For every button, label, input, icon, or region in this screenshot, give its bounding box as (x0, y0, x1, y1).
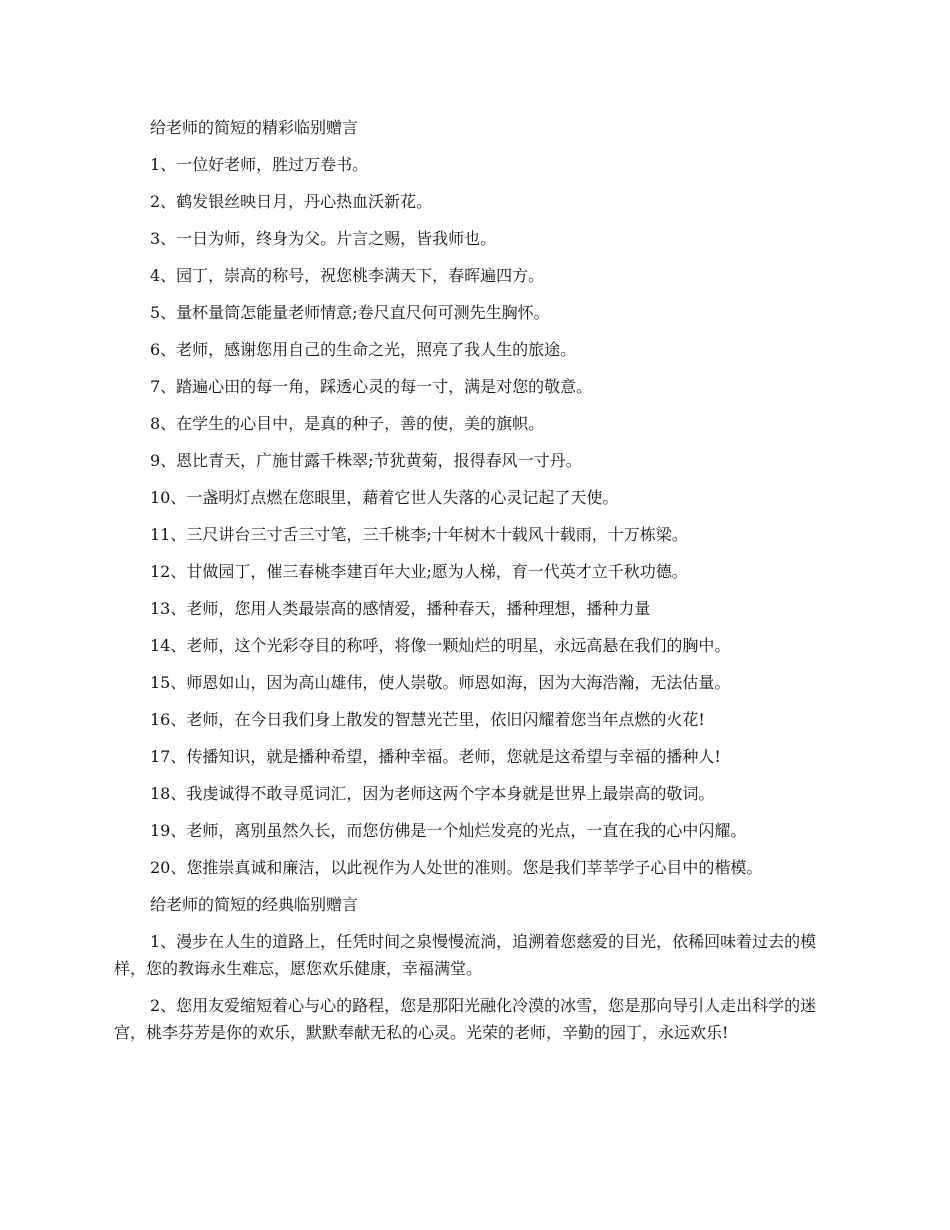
list-item: 14、老师，这个光彩夺目的称呼，将像一颗灿烂的明星，永远高悬在我们的胸中。 (150, 636, 731, 655)
list-item: 16、老师，在今日我们身上散发的智慧光芒里，依旧闪耀着您当年点燃的火花! (150, 710, 705, 729)
list-item: 1、一位好老师，胜过万卷书。 (150, 155, 369, 174)
list-item: 10、一盏明灯点燃在您眼里，藉着它世人失落的心灵记起了天使。 (150, 488, 619, 507)
list-item: 15、师恩如山，因为高山雄伟，使人崇敬。师恩如海，因为大海浩瀚，无法估量。 (150, 673, 731, 692)
list-item: 13、老师，您用人类最崇高的感情爱，播种春天，播种理想，播种力量 (150, 599, 651, 618)
list-item: 1、漫步在人生的道路上，任凭时间之泉慢慢流淌，追溯着您慈爱的目光，依稀回味着过去的模样，您的教诲永生难忘，愿您欢乐健康，幸福满堂。 (114, 932, 817, 978)
list-item: 4、园丁，崇高的称号，祝您桃李满天下，春晖遍四方。 (150, 266, 545, 285)
list-item: 2、您用友爱缩短着心与心的路程，您是那阳光融化冷漠的冰雪，您是那向导引人走出科学的迷宫，桃李芬芳是你的欢乐，默默奉献无私的心灵。光荣的老师，辛勤的园丁，永远欢乐! (114, 996, 817, 1042)
list-item: 5、量杯量筒怎能量老师情意;卷尺直尺何可测先生胸怀。 (150, 303, 550, 322)
list-item: 11、三尺讲台三寸舌三寸笔，三千桃李;十年树木十载风十载雨，十万栋梁。 (150, 525, 688, 544)
list-item: 8、在学生的心目中，是真的种子，善的使，美的旗帜。 (150, 414, 545, 433)
list-item: 12、甘做园丁，催三春桃李建百年大业;愿为人梯，育一代英才立千秋功德。 (150, 562, 688, 581)
section-heading-1: 给老师的简短的精彩临别赠言 (150, 118, 359, 137)
section-heading-2: 给老师的简短的经典临别赠言 (150, 895, 359, 914)
list-item: 2、鹤发银丝映日月，丹心热血沃新花。 (150, 192, 433, 211)
list-item: 18、我虔诚得不敢寻觅词汇，因为老师这两个字本身就是世界上最崇高的敬词。 (150, 784, 715, 803)
list-item: 20、您推崇真诚和廉洁，以此视作为人处世的准则。您是我们莘莘学子心目中的楷模。 (150, 858, 763, 877)
list-item: 6、老师，感谢您用自己的生命之光，照亮了我人生的旅途。 (150, 340, 577, 359)
list-item: 3、一日为师，终身为父。片言之赐，皆我师也。 (150, 229, 497, 248)
list-item: 7、踏遍心田的每一角，踩透心灵的每一寸，满是对您的敬意。 (150, 377, 593, 396)
list-item: 9、恩比青天，广施甘露千株翠;节犹黄菊，报得春风一寸丹。 (150, 451, 582, 470)
document-body (114, 114, 836, 1056)
list-item: 19、老师，离别虽然久长，而您仿佛是一个灿烂发亮的光点，一直在我的心中闪耀。 (150, 821, 747, 840)
list-item: 17、传播知识，就是播种希望，播种幸福。老师，您就是这希望与幸福的播种人! (150, 747, 721, 766)
